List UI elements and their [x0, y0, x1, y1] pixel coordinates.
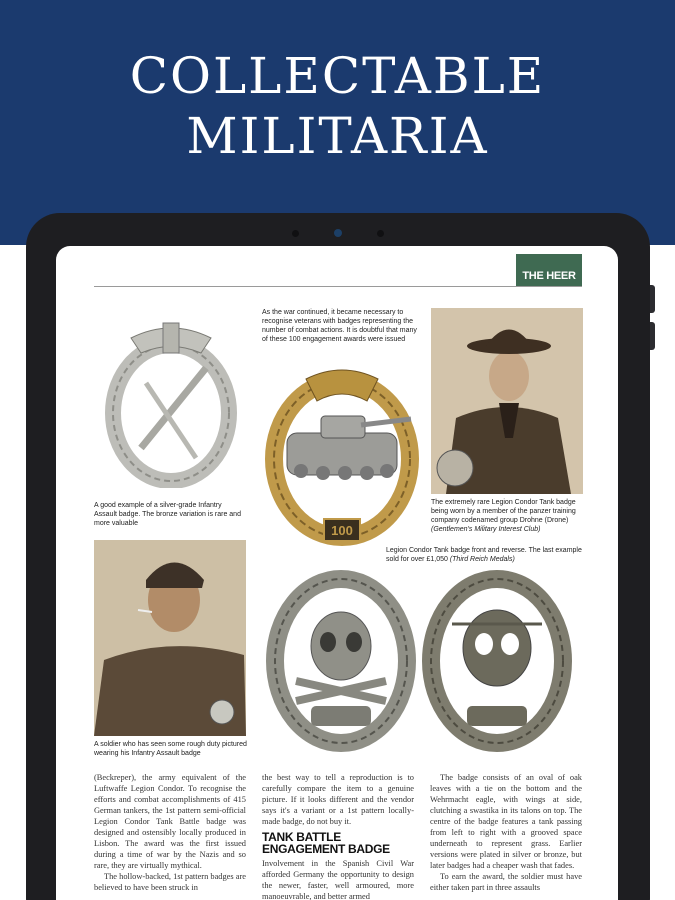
camera-icon	[334, 229, 342, 237]
header-rule	[94, 286, 582, 287]
caption-condor-text: Legion Condor Tank badge front and reverse. The last example sold for over £1,050	[386, 547, 582, 563]
caption-tanker-text: The extremely rare Legion Condor Tank badge being worn by a member of the panzer training company codenamed group Drohne (Drone)	[431, 499, 576, 524]
tablet-side-button	[650, 285, 655, 313]
caption-tanker-credit: (Gentlemen's Military Interest Club)	[431, 526, 541, 533]
subheading-line-2: ENGAGEMENT BADGE	[262, 842, 390, 856]
article-column-1	[94, 772, 246, 893]
infantry-assault-badge-image	[101, 308, 241, 488]
badge-number: 100	[331, 523, 353, 538]
tablet-side-button	[650, 322, 655, 350]
column-3-paragraph-2: To earn the award, the soldier must have either taken part in three assaults	[430, 872, 582, 892]
caption-tanker-photo	[431, 498, 586, 534]
caption-engagement: As the war continued, it became necessary to recognise veterans with badges representing the number of combat actions. It is doubtful that many of these 100 engagement awards were issued	[262, 309, 417, 343]
article-column-3	[430, 772, 582, 893]
column-1-paragraph-1: (Beckreper), the army equivalent of the Luftwaffe Legion Condor. To recognise the efforts and combat accomplishments of 415 German tankers, the 1st pattern semi-official Legion Condor Tank Battle badge was designed and ostensibly locally produced in Lisbon. The award was the first issued during a time of war by the Nazis and so rare, they are virtually mythical.	[94, 773, 246, 870]
article-column-2	[262, 772, 414, 900]
camera-sensor	[292, 230, 299, 237]
caption-soldier-photo: A soldier who has seen some rough duty pictured wearing his Infantry Assault badge	[94, 741, 247, 757]
caption-assault-badge: A good example of a silver-grade Infantry Assault badge. The bronze variation is rare and more valuable	[94, 502, 241, 527]
caption-condor-credit: (Third Reich Medals)	[449, 556, 515, 563]
banner-title-line-1: COLLECTABLE	[129, 47, 546, 105]
subheading-tank-battle	[262, 831, 414, 855]
column-1-paragraph-2: The hollow-backed, 1st pattern badges are believed to have been struck in	[94, 872, 246, 892]
condor-badge-reverse-image	[422, 566, 572, 756]
caption-condor-badge	[386, 546, 586, 564]
banner-title-line-2: MILITARIA	[186, 107, 489, 165]
tanker-portrait-photo	[431, 308, 583, 494]
condor-badge-front-image	[266, 566, 416, 756]
subheading-line-1: TANK BATTLE	[262, 830, 341, 844]
banner-title	[0, 46, 675, 166]
magazine-page[interactable]	[56, 246, 618, 900]
header-banner	[0, 0, 675, 245]
section-tag: THE HEER	[516, 254, 582, 286]
soldier-portrait-photo	[94, 540, 246, 736]
column-2-paragraph-1: the best way to tell a reproduction is to carefully compare the item to a genuine picture. If it looks different and the vendor says it's a variant or a 1st pattern locally-made badge, do not buy it.	[262, 773, 414, 826]
column-2-paragraph-2: Involvement in the Spanish Civil War afforded Germany the opportunity to design the newer, faster, well armoured, more manoeuvrable, and better armed	[262, 859, 414, 900]
tank-battle-badge-image	[261, 361, 423, 551]
camera-sensor	[377, 230, 384, 237]
column-3-paragraph-1: The badge consists of an oval of oak leaves with a tie on the bottom and the Wehrmacht eagle, with wings at side, clutching a swastika in its talons on top. The centre of the badge features a tank passing from left to right with a grooved space underneath to represent grass. Earlier versions were plated in silver or bronze, but later badges had a cheaper wash that fades.	[430, 773, 582, 870]
